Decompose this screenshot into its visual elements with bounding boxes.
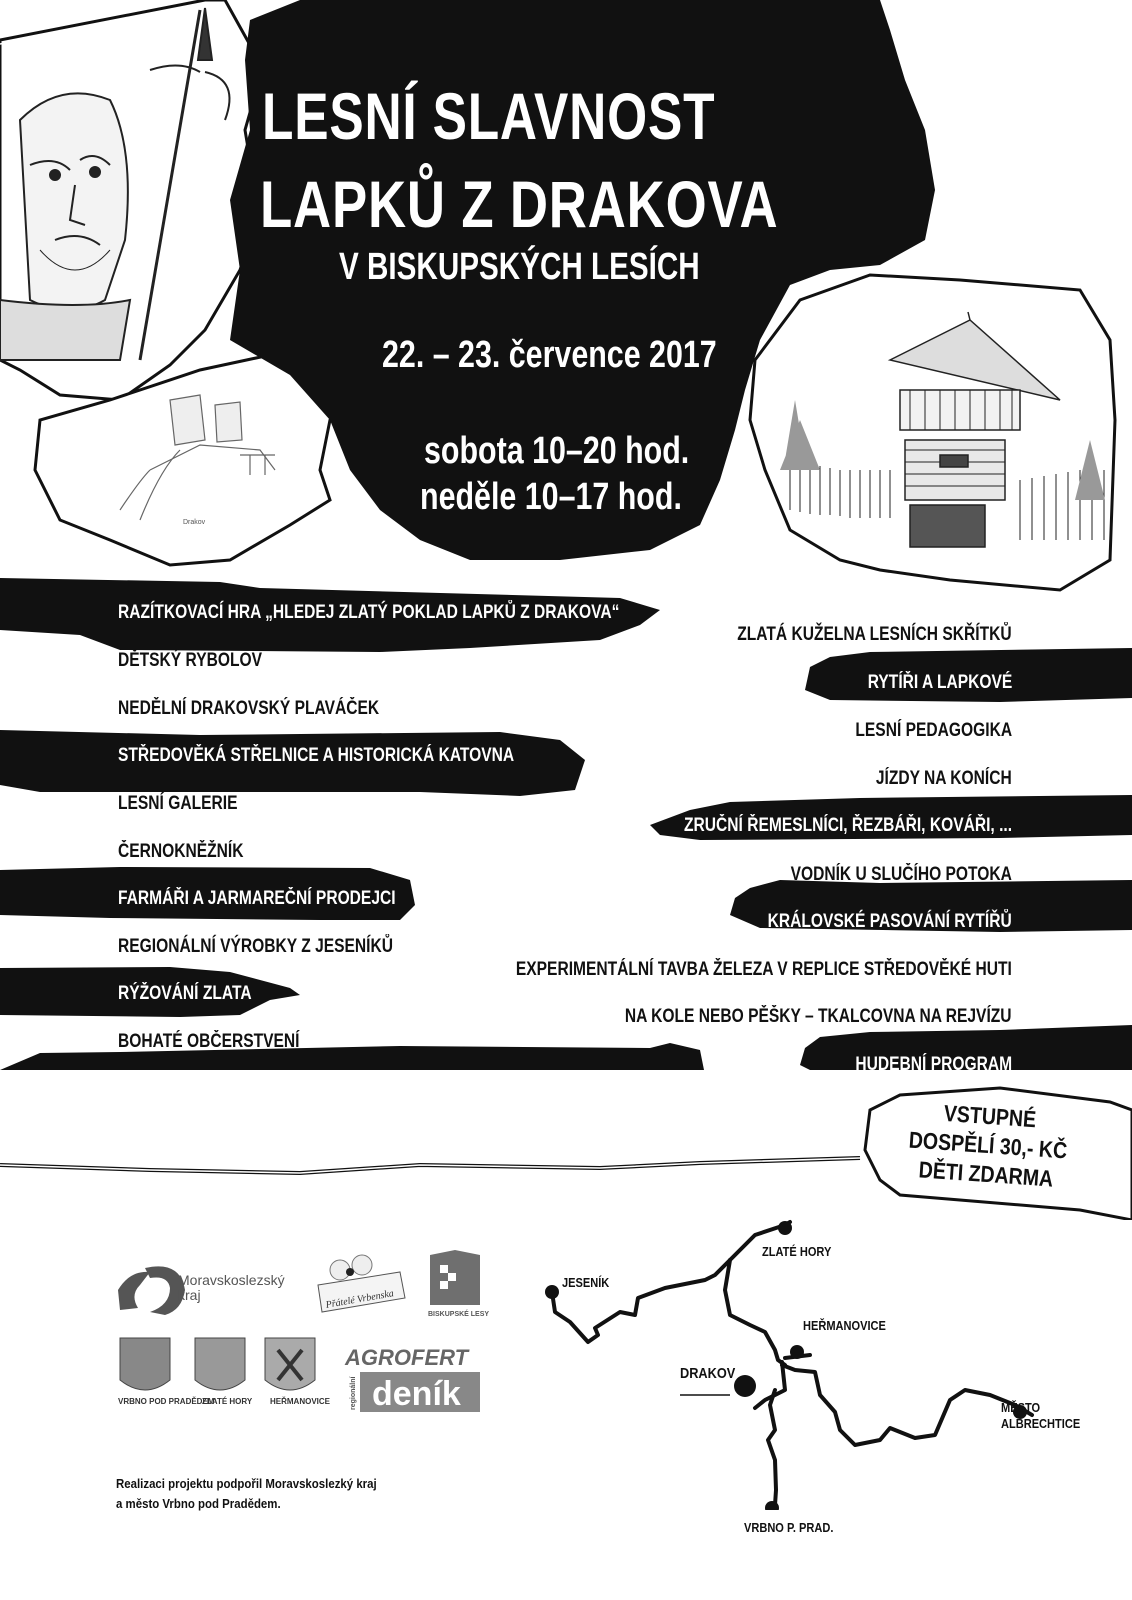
map-label-drakov: DRAKOV xyxy=(680,1365,736,1382)
map-dot-hermanovice xyxy=(790,1345,804,1359)
admission-adults: DOSPĚLÍ 30,- KČ xyxy=(907,1126,1069,1164)
castle-caption: Drakov xyxy=(183,519,206,526)
map-label-jesenik: JESENÍK xyxy=(562,1275,610,1290)
hours-sunday: neděle 10–17 hod. xyxy=(420,476,682,518)
program-item: STŘEDOVĚKÁ STŘELNICE A HISTORICKÁ KATOVNA xyxy=(118,745,515,766)
biskupske-lesy-logo xyxy=(430,1250,480,1305)
map-dot-jesenik xyxy=(545,1285,559,1299)
map-label-vrbno: VRBNO P. PRAD. xyxy=(744,1520,834,1535)
program-item: VODNÍK U SLUČÍHO POTOKA xyxy=(790,864,1012,885)
route-map xyxy=(520,1190,1080,1510)
denik-small-text: regionální xyxy=(350,1376,357,1410)
program-item: LESNÍ GALERIE xyxy=(118,793,238,814)
program-item: RAZÍTKOVACÍ HRA „HLEDEJ ZLATÝ POKLAD LAPKŮ Z DRAKOVA“ xyxy=(118,602,620,623)
title-line-2: LAPKŮ Z DRAKOVA xyxy=(260,167,779,241)
hours-saturday: sobota 10–20 hod. xyxy=(424,430,690,472)
program-item: KRÁLOVSKÉ PASOVÁNÍ RYTÍŘŮ xyxy=(767,911,1012,932)
map-label-hermanovice: HEŘMANOVICE xyxy=(803,1318,886,1333)
map-label-zlate-hory: ZLATÉ HORY xyxy=(762,1244,832,1259)
title-line-1: LESNÍ SLAVNOST xyxy=(262,79,716,153)
program-item: JÍZDY NA KONÍCH xyxy=(876,768,1012,789)
pratele-text: Přátelé Vrbenska xyxy=(324,1288,395,1311)
admission-box xyxy=(883,1095,1093,1195)
town-label: HEŘMANOVICE xyxy=(270,1397,331,1406)
msk-text-1: Moravskoslezský xyxy=(178,1272,285,1288)
admission-title: VSTUPNÉ xyxy=(943,1099,1037,1133)
sponsor-logos xyxy=(110,1250,500,1420)
program-item: ZLATÁ KUŽELNA LESNÍCH SKŘÍTKŮ xyxy=(737,624,1012,645)
program-item: ZRUČNÍ ŘEMESLNÍCI, ŘEZBÁŘI, KOVÁŘI, ... xyxy=(683,815,1012,836)
credits xyxy=(116,1474,377,1513)
agrofert-logo: AGROFERT xyxy=(345,1345,469,1370)
moravskoslezsky-kraj-logo xyxy=(118,1266,185,1315)
map-label-mesto: MĚSTO xyxy=(1001,1400,1041,1415)
map-dot-zlate-hory xyxy=(778,1221,792,1235)
vandr-note-line-2: A SBÍREJTE KARTIČKY HORSKÝCH SKŘÍTKŮ. xyxy=(118,1101,466,1122)
program-item: RÝŽOVÁNÍ ZLATA xyxy=(118,983,252,1004)
biskupske-text: BISKUPSKÉ LESY xyxy=(428,1311,490,1318)
admission-children: DĚTI ZDARMA xyxy=(917,1155,1055,1192)
credits-line-1: Realizaci projektu podpořil Moravskoslezký kraj xyxy=(116,1476,377,1491)
map-dot-drakov xyxy=(734,1375,756,1397)
program-item: HUDEBNÍ PROGRAM xyxy=(855,1054,1012,1075)
program-item: BOHATÉ OBČERSTVENÍ xyxy=(118,1031,300,1052)
event-date: 22. – 23. července 2017 xyxy=(382,334,717,376)
program-item: NEDĚLNÍ DRAKOVSKÝ PLAVÁČEK xyxy=(118,698,380,719)
subtitle: V BISKUPSKÝCH LESÍCH xyxy=(339,246,700,288)
town-label: ZLATÉ HORY xyxy=(202,1397,253,1406)
program-item: FARMÁŘI A JARMAREČNÍ PRODEJCI xyxy=(118,888,396,909)
zlate-hory-crest-icon xyxy=(195,1338,245,1390)
credits-line-2: a město Vrbno pod Pradědem. xyxy=(116,1495,281,1511)
program-item: RYTÍŘI A LAPKOVÉ xyxy=(867,672,1012,693)
map-label-albrechtice: ALBRECHTICE xyxy=(1001,1416,1081,1431)
vrbno-crest-icon xyxy=(120,1338,170,1390)
program-item: REGIONÁLNÍ VÝROBKY Z JESENÍKŮ xyxy=(118,936,394,957)
program-item: NA KOLE NEBO PĚŠKY – TKALCOVNA NA REJVÍZU xyxy=(625,1006,1012,1027)
town-label: VRBNO POD PRADĚDEM xyxy=(118,1397,215,1406)
denik-text: deník xyxy=(372,1375,461,1413)
msk-text-2: kraj xyxy=(178,1287,201,1303)
program-item: ČERNOKNĚŽNÍK xyxy=(118,841,244,862)
program-item: EXPERIMENTÁLNÍ TAVBA ŽELEZA V REPLICE STŘEDOVĚKÉ HUTI xyxy=(516,959,1012,980)
program-item: LESNÍ PEDAGOGIKA xyxy=(855,720,1012,741)
program-item: DĚTSKÝ RYBOLOV xyxy=(118,650,262,671)
vandr-note-line-1: K VANDROVÁNÍ SI VYZVEDNĚTE „VANDROVNÍ PAS LAPKŮ Z DRAKOVA“ xyxy=(118,1078,666,1099)
